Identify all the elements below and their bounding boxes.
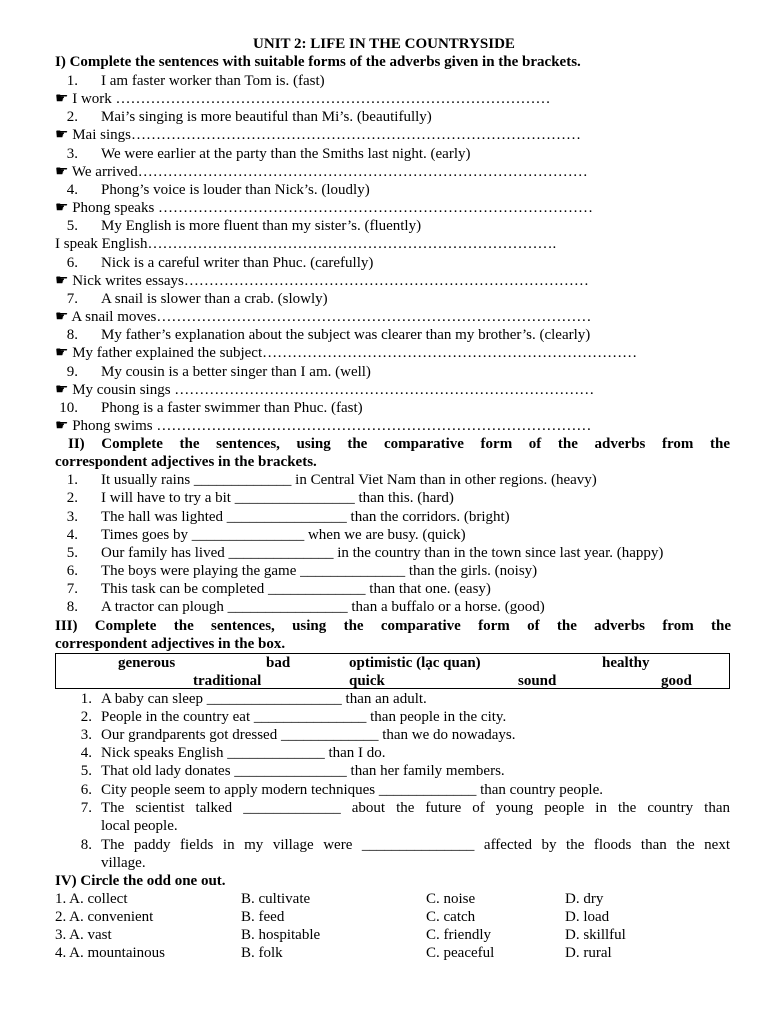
s2-item-5-number: 5. <box>66 545 78 561</box>
s2-item-3-number: 3. <box>66 509 78 525</box>
s3-item-5-text: That old lady donates _______________ than her family members. <box>101 763 505 779</box>
s1-item-4-answer-line[interactable]: ☛ Phong speaks …………………………………………………………………………… <box>55 200 594 216</box>
s3-item-3-number: 3. <box>80 727 92 743</box>
s1-item-3-text: We were earlier at the party than the Smiths last night. (early) <box>101 146 471 162</box>
s4-row-1-option-c[interactable]: C. noise <box>426 891 476 907</box>
s3-item-6-number: 6. <box>80 782 92 798</box>
s4-row-4-option-d[interactable]: D. rural <box>565 945 612 961</box>
page-title: UNIT 2: LIFE IN THE COUNTRYSIDE <box>253 36 515 52</box>
word-box-item: sound <box>518 673 557 689</box>
word-box-item: healthy <box>602 655 650 671</box>
s2-item-1-number: 1. <box>66 472 78 488</box>
s1-item-7-text: A snail is slower than a crab. (slowly) <box>101 291 328 307</box>
s2-item-3-text: The hall was lighted ________________ than the corridors. (bright) <box>101 509 510 525</box>
s1-item-10-number: 10. <box>59 400 78 416</box>
s1-item-4-number: 4. <box>66 182 78 198</box>
s1-item-5-answer-line[interactable]: I speak English………………………………………………………………………. <box>55 236 557 252</box>
s4-row-3-option-d[interactable]: D. skillful <box>565 927 626 943</box>
s2-item-1-text: It usually rains _____________ in Central Viet Nam than in other regions. (heavy) <box>101 472 597 488</box>
s4-row-4-option-c[interactable]: C. peaceful <box>426 945 495 961</box>
s4-row-2-option-c[interactable]: C. catch <box>426 909 476 925</box>
s3-item-6-text: City people seem to apply modern techniques _____________ than country people. <box>101 782 603 798</box>
s2-item-6-text: The boys were playing the game ______________ than the girls. (noisy) <box>101 563 538 579</box>
s3-item-1-number: 1. <box>80 691 92 707</box>
s1-item-2-text: Mai’s singing is more beautiful than Mi’s. (beautifully) <box>101 109 432 125</box>
s1-item-2-answer-line[interactable]: ☛ Mai sings……………………………………………………………………………… <box>55 127 581 143</box>
s2-item-4-number: 4. <box>66 527 78 543</box>
s2-item-5-text: Our family has lived ______________ in the country than in the town since last year. (happy) <box>101 545 664 561</box>
s4-row-4-option-b[interactable]: B. folk <box>241 945 283 961</box>
s3-item-7-text-line-1: The scientist talked _____________ about the future of young people in the country than <box>101 800 730 816</box>
s4-row-1-option-b[interactable]: B. cultivate <box>241 891 311 907</box>
s3-item-8-number: 8. <box>80 837 92 853</box>
s2-item-2-text: I will have to try a bit ________________ than this. (hard) <box>101 490 454 506</box>
s2-item-2-number: 2. <box>66 490 78 506</box>
s1-item-10-answer-line[interactable]: ☛ Phong swims …………………………………………………………………………… <box>55 418 592 434</box>
section-2-heading-line-1: II) Complete the sentences, using the comparative form of the adverbs from the <box>68 436 730 452</box>
s1-item-2-number: 2. <box>66 109 78 125</box>
s1-item-5-number: 5. <box>66 218 78 234</box>
section-1-heading: I) Complete the sentences with suitable forms of the adverbs given in the brackets. <box>55 54 581 70</box>
s4-row-4-option-a[interactable]: 4. A. mountainous <box>55 945 166 961</box>
s1-item-8-answer-line[interactable]: ☛ My father explained the subject………………………………………………………………… <box>55 345 638 361</box>
section-4-heading: IV) Circle the odd one out. <box>55 873 226 889</box>
s1-item-7-answer-line[interactable]: ☛ A snail moves…………………………………………………………………………… <box>55 309 592 325</box>
word-box-item: traditional <box>193 673 262 689</box>
s2-item-8-text: A tractor can plough ________________ than a buffalo or a horse. (good) <box>101 599 545 615</box>
s4-row-1-option-d[interactable]: D. dry <box>565 891 604 907</box>
s3-item-5-number: 5. <box>80 763 92 779</box>
s1-item-5-text: My English is more fluent than my sister’s. (fluently) <box>101 218 422 234</box>
word-box-item: optimistic (lạc quan) <box>349 655 481 671</box>
s1-item-1-answer-line[interactable]: ☛ I work …………………………………………………………………………… <box>55 91 551 107</box>
s1-item-7-number: 7. <box>66 291 78 307</box>
s3-item-4-text: Nick speaks English _____________ than I do. <box>101 745 386 761</box>
s1-item-6-number: 6. <box>66 255 78 271</box>
s1-item-1-text: I am faster worker than Tom is. (fast) <box>101 73 325 89</box>
s1-item-10-text: Phong is a faster swimmer than Phuc. (fast) <box>101 400 363 416</box>
section-2-heading-line-2: correspondent adjectives in the brackets. <box>55 454 317 470</box>
s1-item-9-text: My cousin is a better singer than I am. (well) <box>101 364 371 380</box>
s1-item-9-number: 9. <box>66 364 78 380</box>
s4-row-2-option-a[interactable]: 2. A. convenient <box>55 909 154 925</box>
s3-item-8-text-line-1: The paddy fields in my village were _______________ affected by the floods than the next <box>101 837 730 853</box>
s3-item-2-number: 2. <box>80 709 92 725</box>
section-3-heading-line-1: III) Complete the sentences, using the comparative form of the adverbs from the <box>55 618 731 634</box>
s2-item-6-number: 6. <box>66 563 78 579</box>
s3-item-7-number: 7. <box>80 800 92 816</box>
word-box-item: bad <box>266 655 291 671</box>
s4-row-2-option-d[interactable]: D. load <box>565 909 610 925</box>
word-box-item: good <box>661 673 692 689</box>
s2-item-8-number: 8. <box>66 599 78 615</box>
s2-item-4-text: Times goes by _______________ when we are busy. (quick) <box>101 527 466 543</box>
s3-item-3-text: Our grandparents got dressed _____________ than we do nowadays. <box>101 727 516 743</box>
s3-item-2-text: People in the country eat _______________ than people in the city. <box>101 709 507 725</box>
s4-row-1-option-a[interactable]: 1. A. collect <box>55 891 128 907</box>
word-box <box>55 653 730 689</box>
s1-item-3-answer-line[interactable]: ☛ We arrived……………………………………………………………………………… <box>55 164 588 180</box>
s1-item-6-text: Nick is a careful writer than Phuc. (carefully) <box>101 255 374 271</box>
s1-item-8-text: My father’s explanation about the subject was clearer than my brother’s. (clearly) <box>101 327 591 343</box>
s1-item-6-answer-line[interactable]: ☛ Nick writes essays……………………………………………………………………… <box>55 273 589 289</box>
s1-item-4-text: Phong’s voice is louder than Nick’s. (loudly) <box>101 182 370 198</box>
s3-item-8-text-line-2: village. <box>101 855 146 871</box>
s4-row-3-option-c[interactable]: C. friendly <box>426 927 491 943</box>
s4-row-2-option-b[interactable]: B. feed <box>241 909 285 925</box>
s3-item-7-text-line-2: local people. <box>101 818 178 834</box>
word-box-item: quick <box>349 673 385 689</box>
s3-item-4-number: 4. <box>80 745 92 761</box>
s1-item-3-number: 3. <box>66 146 78 162</box>
s1-item-9-answer-line[interactable]: ☛ My cousin sings ………………………………………………………………………… <box>55 382 595 398</box>
s2-item-7-number: 7. <box>66 581 78 597</box>
s1-item-1-number: 1. <box>66 73 78 89</box>
section-3-heading-line-2: correspondent adjectives in the box. <box>55 636 286 652</box>
word-box-item: generous <box>118 655 176 671</box>
s1-item-8-number: 8. <box>66 327 78 343</box>
s4-row-3-option-a[interactable]: 3. A. vast <box>55 927 112 943</box>
s2-item-7-text: This task can be completed _____________ than that one. (easy) <box>101 581 491 597</box>
s4-row-3-option-b[interactable]: B. hospitable <box>241 927 321 943</box>
s3-item-1-text: A baby can sleep __________________ than an adult. <box>101 691 427 707</box>
